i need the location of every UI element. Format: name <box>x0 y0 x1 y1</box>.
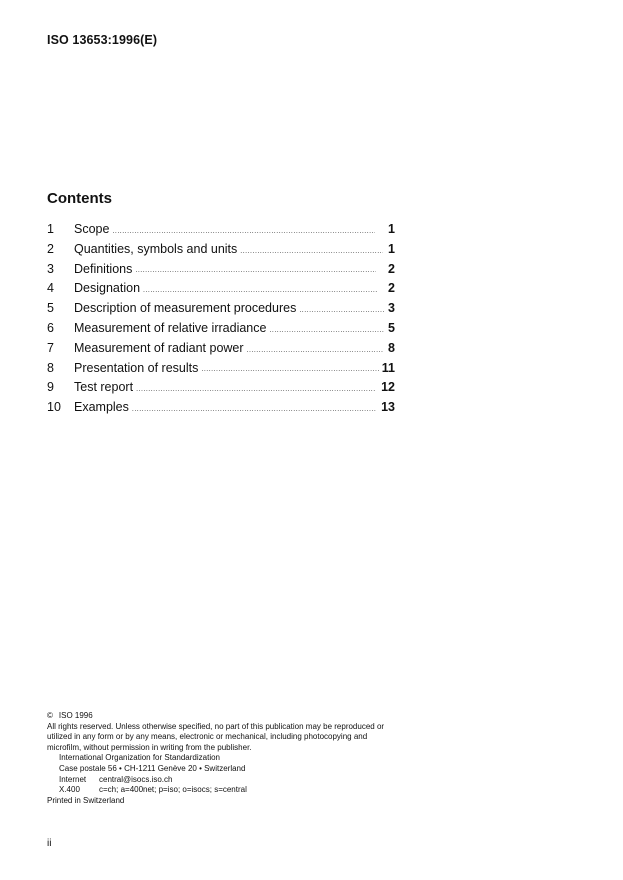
toc-entry-page: 1 <box>388 222 395 236</box>
dot-leader <box>299 306 385 321</box>
table-of-contents <box>47 222 395 420</box>
toc-entry[interactable] <box>47 222 395 242</box>
toc-entry[interactable] <box>47 400 395 420</box>
toc-entry-page: 5 <box>388 320 395 335</box>
x400-address: c=ch; a=400net; p=iso; o=isocs; s=central <box>99 785 247 795</box>
toc-entry-number: 10 <box>47 400 61 415</box>
toc-entry[interactable] <box>47 242 395 262</box>
toc-entry-page: 8 <box>388 340 395 355</box>
contents-heading: Contents <box>47 190 112 207</box>
toc-entry-title: Measurement of relative irradiance <box>74 320 267 335</box>
toc-entry-number: 5 <box>47 301 54 316</box>
toc-entry-title: Presentation of results <box>74 360 199 375</box>
toc-entry-number: 9 <box>47 380 54 395</box>
dot-leader <box>135 266 376 281</box>
toc-entry[interactable] <box>47 301 395 321</box>
postal-address: Case postale 56 • CH-1211 Genève 20 • Switzerland <box>59 763 246 773</box>
toc-entry-title: Description of measurement procedures <box>74 301 297 316</box>
toc-entry-page: 12 <box>381 380 395 395</box>
copyright-symbol: © <box>47 711 53 720</box>
toc-entry[interactable] <box>47 321 395 341</box>
toc-entry-number: 2 <box>47 241 54 256</box>
internet-address: central@isocs.iso.ch <box>99 774 173 784</box>
toc-entry-page: 13 <box>381 400 395 415</box>
dot-leader <box>201 365 378 380</box>
toc-entry[interactable] <box>47 380 395 400</box>
toc-entry-number: 1 <box>47 222 54 236</box>
toc-entry-title: Examples <box>74 400 129 415</box>
organization-name: International Organization for Standardization <box>59 753 220 763</box>
page-number: ii <box>47 838 52 849</box>
toc-entry[interactable] <box>47 341 395 361</box>
toc-entry-page: 2 <box>388 261 395 276</box>
dot-leader <box>136 385 376 400</box>
toc-entry-title: Designation <box>74 281 141 296</box>
toc-entry-title: Test report <box>74 380 134 395</box>
dot-leader <box>247 346 384 361</box>
copyright-year: ISO 1996 <box>58 711 93 720</box>
toc-entry-page: 2 <box>388 281 395 296</box>
toc-entry-title: Measurement of radiant power <box>74 340 244 355</box>
toc-entry-page: 1 <box>388 241 395 256</box>
toc-entry-title: Definitions <box>74 261 133 276</box>
toc-entry-number: 3 <box>47 261 54 276</box>
toc-entry-page: 3 <box>388 301 395 316</box>
toc-entry[interactable] <box>47 262 395 282</box>
x400-row <box>59 785 397 796</box>
publisher-address <box>59 753 397 795</box>
dot-leader <box>143 286 377 301</box>
internet-row <box>59 775 397 786</box>
copyright-line <box>47 711 397 722</box>
toc-entry[interactable] <box>47 361 395 381</box>
internet-label: Internet <box>59 774 87 784</box>
rights-statement: All rights reserved. Unless otherwise specified, no part of this publication may be reproduced or utilized in any form or by any means, electronic or mechanical, including photocopying and microfilm, without permission in writing from the publisher. <box>47 721 385 752</box>
dot-leader <box>112 227 374 242</box>
document-id: ISO 13653:1996(E) <box>47 33 158 47</box>
toc-entry-number: 8 <box>47 360 54 375</box>
toc-entry-title: Quantities, symbols and units <box>74 241 238 256</box>
toc-entry-number: 6 <box>47 320 54 335</box>
copyright-notice <box>47 711 397 806</box>
toc-entry-page: 11 <box>381 360 395 375</box>
printed-in: Printed in Switzerland <box>47 795 125 805</box>
toc-entry-title: Scope <box>74 222 110 236</box>
dot-leader <box>269 326 384 341</box>
dot-leader <box>132 405 376 420</box>
toc-entry-number: 4 <box>47 281 54 296</box>
dot-leader <box>240 247 382 262</box>
toc-entry-number: 7 <box>47 340 54 355</box>
toc-entry[interactable] <box>47 281 395 301</box>
x400-label: X.400 <box>59 785 80 795</box>
